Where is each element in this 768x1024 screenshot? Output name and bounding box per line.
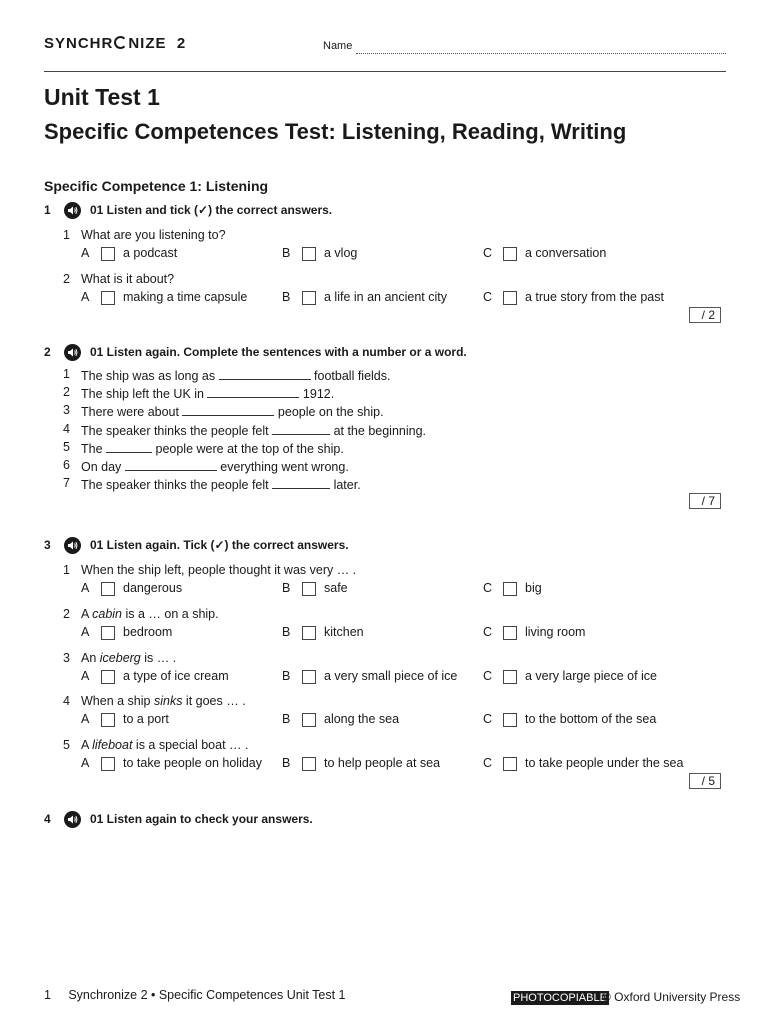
option-text[interactable]: a very small piece of ice — [324, 668, 458, 683]
item-number: 1 — [63, 563, 70, 577]
option-checkbox[interactable] — [101, 247, 115, 261]
option-text[interactable]: a vlog — [324, 246, 358, 260]
option-checkbox[interactable] — [302, 670, 316, 684]
sentence-start: The speaker thinks the people felt — [81, 478, 273, 493]
option-text[interactable]: kitchen — [324, 624, 364, 639]
prompt-term: lifeboat — [92, 738, 133, 753]
sentence-end: people on the ship. — [274, 405, 384, 420]
option-text[interactable]: a life in an ancient city — [324, 290, 447, 304]
prompt-text: is a … on a ship. — [122, 606, 219, 621]
item-number: 2 — [63, 385, 70, 400]
option-checkbox[interactable] — [101, 626, 115, 640]
prompt-text: it goes … . — [182, 694, 246, 709]
prompt-term: cabin — [92, 606, 123, 621]
option-letter: C — [483, 712, 493, 727]
prompt-text: A — [81, 738, 93, 753]
prompt-text: An — [81, 650, 100, 665]
option-text[interactable]: a podcast — [123, 246, 178, 260]
answer-blank[interactable] — [219, 367, 311, 380]
option-text[interactable]: to help people at sea — [324, 756, 441, 771]
option-checkbox[interactable] — [503, 626, 517, 640]
item-number: 2 — [63, 272, 70, 286]
option-letter: A — [81, 290, 90, 304]
option-text[interactable]: to a port — [123, 712, 169, 727]
option-letter: B — [282, 290, 291, 304]
answer-blank[interactable] — [125, 458, 217, 471]
answer-blank[interactable] — [272, 476, 330, 489]
speaker-icon[interactable] — [64, 811, 81, 828]
sentence-start: The ship was as long as — [81, 369, 219, 383]
sentence-end: football fields. — [310, 369, 391, 383]
question-instruction: 01 Listen again to check your answers. — [90, 812, 313, 826]
option-checkbox[interactable] — [302, 757, 316, 771]
sentence-start: There were about — [81, 405, 183, 420]
question-instruction: 01 Listen and tick (✓) the correct answers. — [90, 203, 333, 217]
brand-o-icon — [114, 36, 127, 49]
sentence-start: The — [81, 441, 107, 456]
option-text[interactable]: a very large piece of ice — [525, 668, 658, 683]
option-checkbox[interactable] — [503, 757, 517, 771]
option-text[interactable]: making a time capsule — [123, 290, 248, 304]
option-text[interactable]: a conversation — [525, 246, 607, 260]
publisher: © Oxford University Press — [602, 990, 741, 1004]
speaker-icon[interactable] — [64, 537, 81, 554]
question-number: 1 — [44, 203, 51, 217]
item-number: 2 — [63, 606, 70, 621]
option-checkbox[interactable] — [101, 670, 115, 684]
item-number: 7 — [63, 476, 70, 491]
sentence-end: everything went wrong. — [216, 460, 349, 474]
question-number: 2 — [44, 345, 51, 359]
prompt-term: sinks — [153, 694, 183, 709]
prompt-text: When the ship left, people thought it was very … . — [81, 563, 357, 577]
option-letter: B — [282, 668, 291, 683]
option-text[interactable]: dangerous — [123, 581, 183, 595]
sentence-start: The ship left the UK in — [81, 387, 208, 402]
option-letter: B — [282, 581, 291, 595]
sentence — [81, 440, 344, 456]
option-checkbox[interactable] — [503, 713, 517, 727]
answer-blank[interactable] — [272, 422, 330, 435]
option-letter: A — [81, 624, 90, 639]
unit-title: Unit Test 1 — [44, 84, 160, 110]
option-text[interactable]: to the bottom of the sea — [525, 712, 657, 727]
answer-blank[interactable] — [106, 440, 152, 453]
item-prompt: What are you listening to? — [81, 228, 226, 242]
sentence-start: On day — [81, 460, 125, 474]
header-rule — [44, 71, 726, 72]
item-number: 5 — [63, 439, 70, 454]
option-text[interactable]: a true story from the past — [525, 290, 664, 304]
item-number: 1 — [63, 367, 70, 381]
sentence — [81, 458, 349, 474]
score-box: / 7 — [689, 493, 721, 509]
question-number: 4 — [44, 812, 51, 826]
option-letter: A — [81, 581, 90, 595]
option-checkbox[interactable] — [302, 247, 316, 261]
question-instruction: 01 Listen again. Tick (✓) the correct answers. — [90, 538, 349, 552]
option-letter: B — [282, 246, 291, 260]
option-letter: C — [483, 668, 493, 683]
name-field[interactable] — [356, 53, 726, 54]
item-prompt — [81, 694, 246, 708]
option-letter: A — [81, 756, 90, 771]
option-checkbox[interactable] — [101, 757, 115, 771]
option-checkbox[interactable] — [101, 582, 115, 596]
option-checkbox[interactable] — [302, 291, 316, 305]
option-letter: C — [483, 624, 493, 639]
item-number: 1 — [63, 228, 70, 242]
speaker-icon[interactable] — [64, 344, 81, 361]
sentence — [81, 422, 426, 438]
sentence — [81, 403, 384, 419]
prompt-term: iceberg — [99, 650, 141, 665]
item-prompt — [81, 563, 356, 577]
question-instruction: 01 Listen again. Complete the sentences with a number or a word. — [90, 345, 467, 359]
option-text[interactable]: along the sea — [324, 712, 400, 727]
option-letter: B — [282, 712, 291, 727]
sentence — [81, 476, 361, 492]
option-letter: C — [483, 756, 493, 771]
sentence-end: later. — [330, 478, 361, 493]
answer-blank[interactable] — [207, 385, 299, 398]
prompt-text: is a special boat … . — [132, 738, 249, 753]
sentence-end: 1912. — [299, 387, 335, 402]
sentence — [81, 385, 334, 401]
option-checkbox[interactable] — [302, 713, 316, 727]
item-number: 4 — [63, 694, 70, 709]
brand-logo: SYNCHR NIZE 2 — [44, 35, 187, 52]
prompt-text: A — [81, 606, 93, 621]
option-text[interactable]: to take people under the sea — [525, 756, 684, 771]
option-letter: A — [81, 712, 90, 727]
option-letter: A — [81, 668, 90, 683]
option-text[interactable]: a type of ice cream — [123, 668, 229, 683]
option-checkbox[interactable] — [503, 670, 517, 684]
item-number: 5 — [63, 738, 70, 753]
option-letter: B — [282, 624, 291, 639]
item-number: 4 — [63, 421, 70, 436]
option-letter: A — [81, 246, 90, 260]
footer-text: 1 Synchronize 2 • Specific Competences Unit Test 1 — [44, 988, 346, 1002]
option-checkbox[interactable] — [101, 291, 115, 305]
score-box: / 5 — [689, 773, 721, 789]
option-text[interactable]: to take people on holiday — [123, 756, 262, 771]
sentence-end: people were at the top of the ship. — [152, 441, 344, 456]
sentence — [81, 367, 391, 383]
test-title: Specific Competences Test: Listening, Reading, Writing — [44, 119, 627, 144]
photocopiable-badge: PHOTOCOPIABLE — [513, 992, 607, 1004]
speaker-icon[interactable] — [64, 202, 81, 219]
option-text[interactable]: big — [525, 581, 542, 595]
item-number: 3 — [63, 650, 70, 665]
option-checkbox[interactable] — [302, 626, 316, 640]
option-letter: C — [483, 581, 493, 595]
option-checkbox[interactable] — [503, 291, 517, 305]
score-box: / 2 — [689, 307, 721, 323]
item-prompt: What is it about? — [81, 272, 175, 286]
option-text[interactable]: bedroom — [123, 624, 173, 639]
question-number: 3 — [44, 538, 51, 552]
option-text[interactable]: safe — [324, 581, 348, 595]
answer-blank[interactable] — [182, 403, 274, 416]
item-number: 3 — [63, 403, 70, 418]
option-letter: C — [483, 290, 493, 304]
name-label: Name — [323, 40, 353, 52]
item-prompt — [81, 651, 176, 665]
option-checkbox[interactable] — [302, 582, 316, 596]
sentence-end: at the beginning. — [330, 423, 427, 438]
option-letter: B — [282, 756, 291, 771]
option-checkbox[interactable] — [503, 247, 517, 261]
sentence-start: The speaker thinks the people felt — [81, 423, 273, 438]
prompt-text: is … . — [140, 650, 177, 665]
option-letter: C — [483, 246, 493, 260]
item-prompt — [81, 738, 248, 752]
prompt-text: When a ship — [81, 694, 154, 709]
item-number: 6 — [63, 458, 70, 472]
option-text[interactable]: living room — [525, 624, 586, 639]
option-checkbox[interactable] — [503, 582, 517, 596]
competence-heading: Specific Competence 1: Listening — [44, 178, 269, 194]
option-checkbox[interactable] — [101, 713, 115, 727]
item-prompt — [81, 607, 219, 621]
